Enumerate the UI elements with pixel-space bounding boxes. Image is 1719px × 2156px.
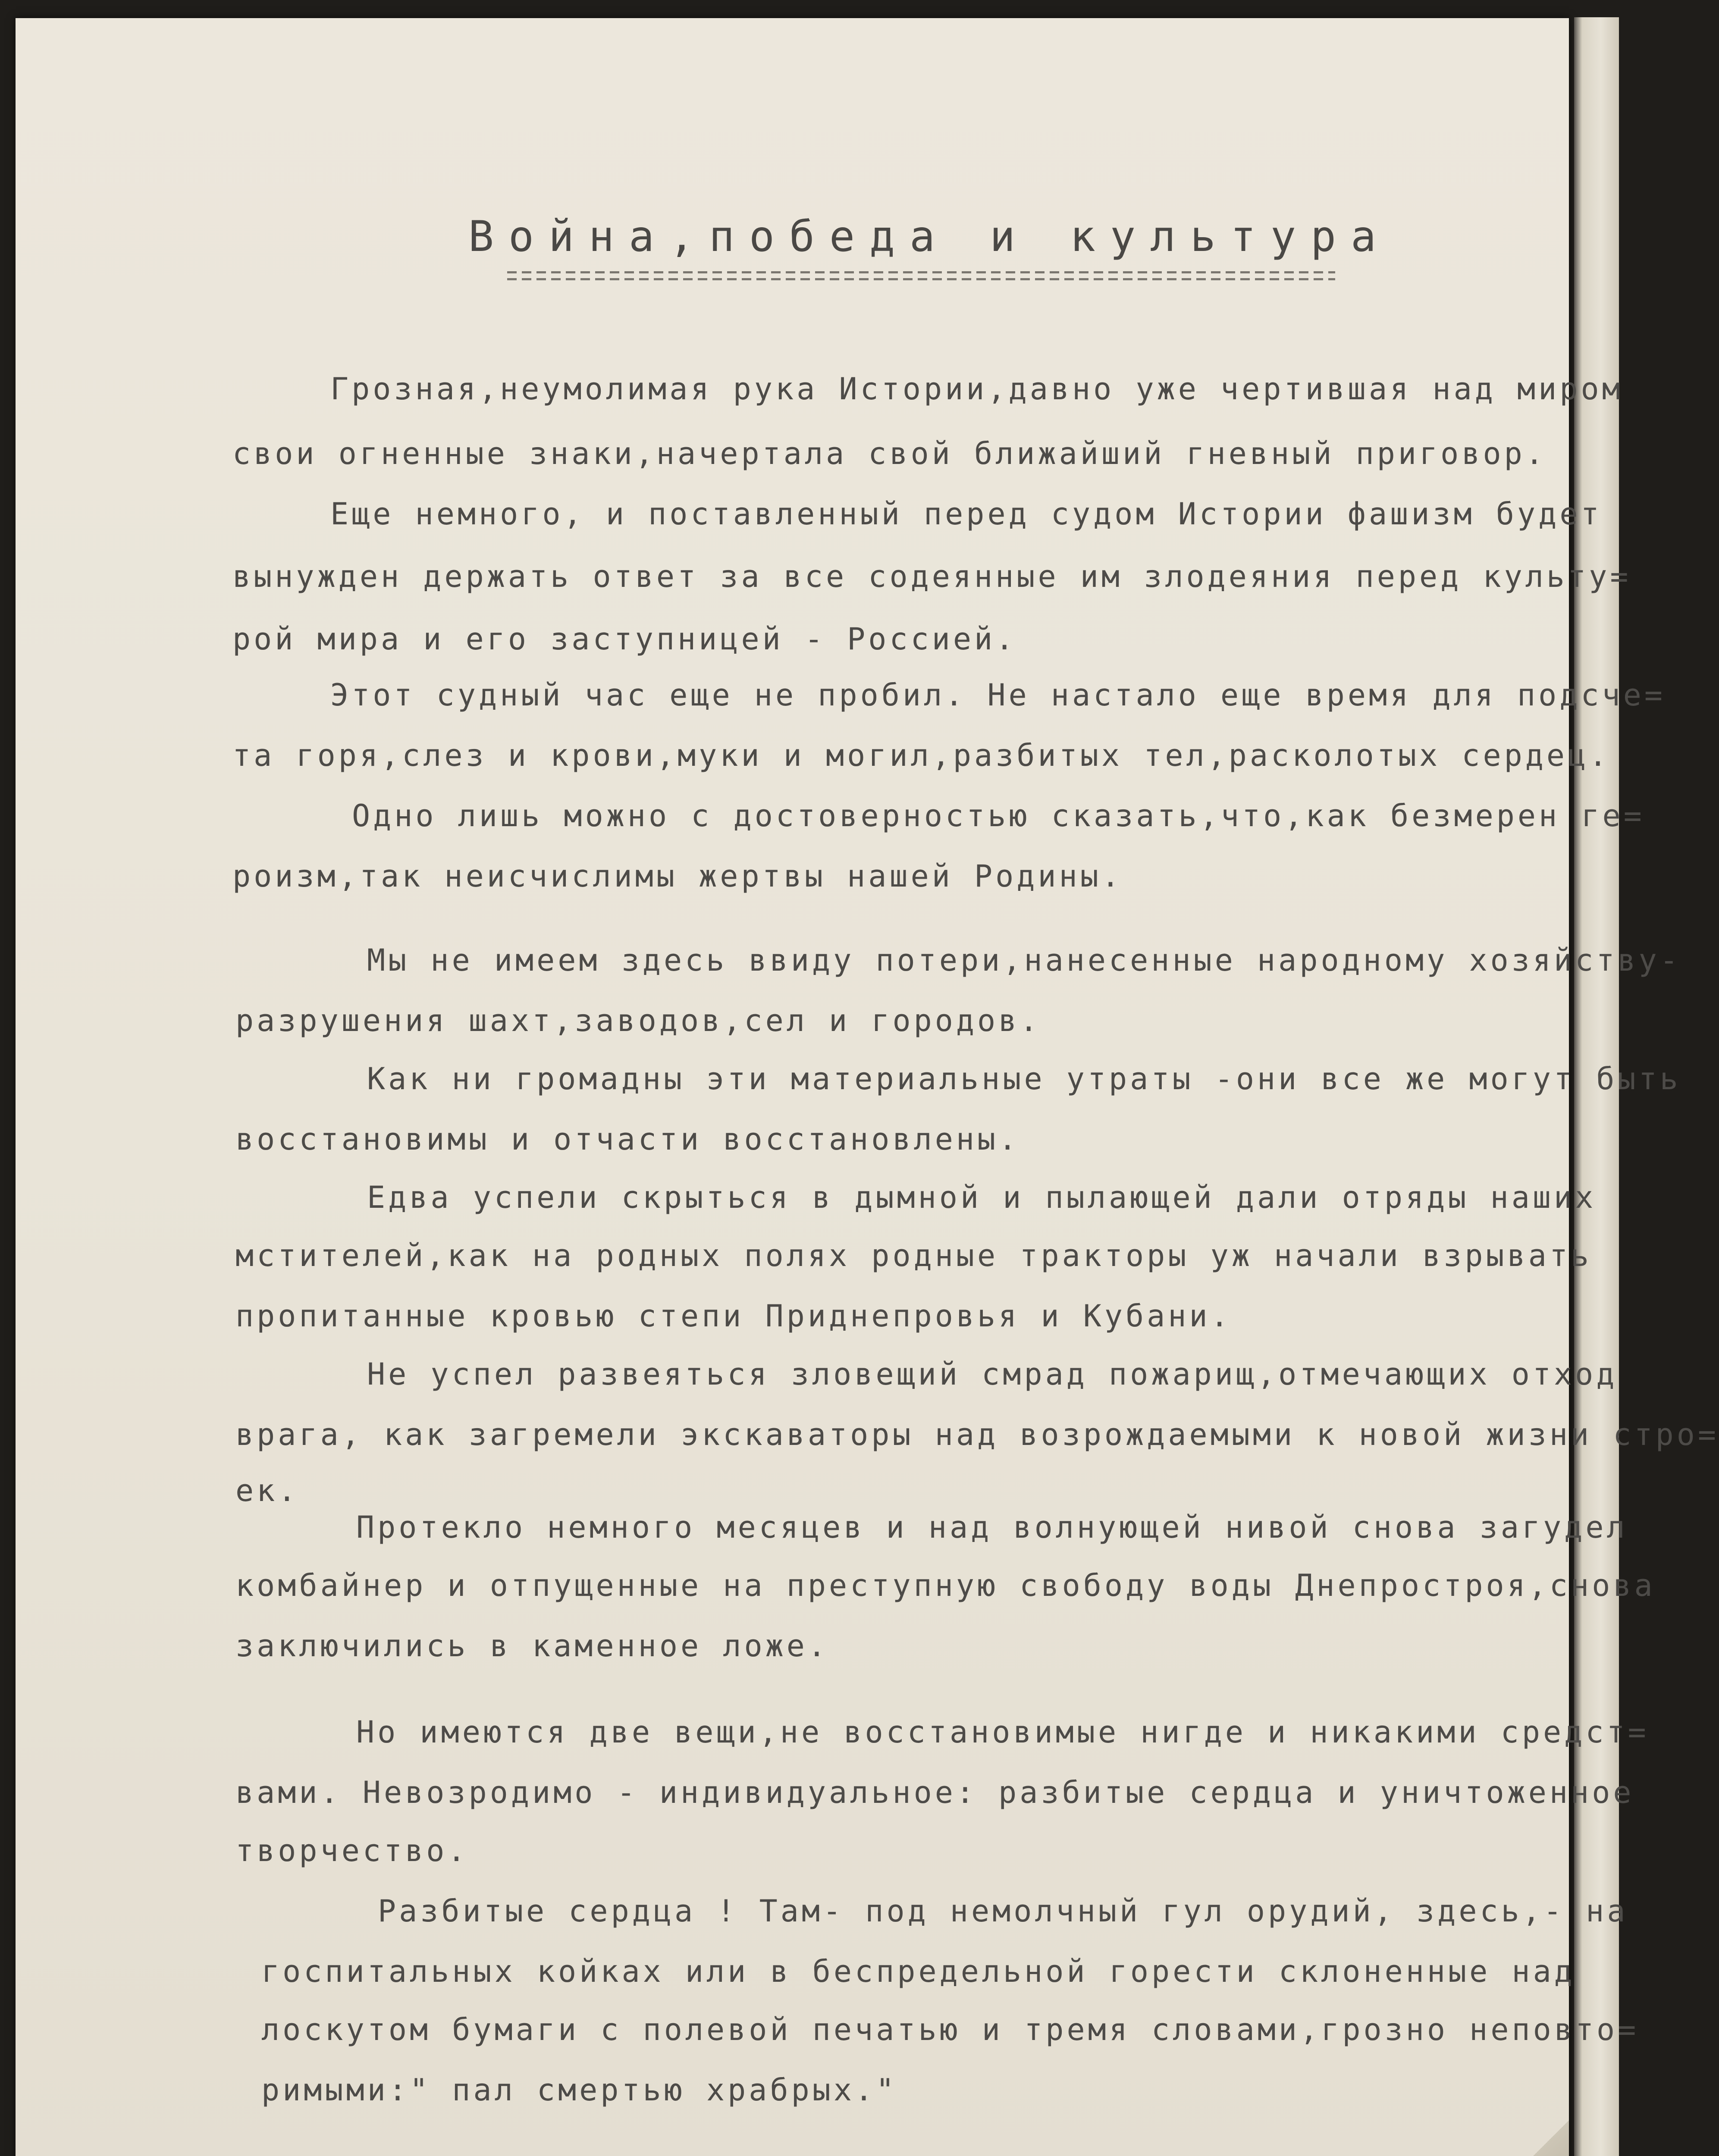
text-line: госпитальных койках или в беспредельной горести склоненные над <box>261 1954 1575 1989</box>
text-line: Грозная,неумолимая рука Истории,давно уже чертившая над миром <box>330 371 1623 407</box>
text-line: восстановимы и отчасти восстановлены. <box>235 1122 1020 1157</box>
text-line: заключились в каменное ложе. <box>235 1628 829 1664</box>
text-line: комбайнер и отпущенные на преступную свободу воды Днепростроя,снова <box>235 1568 1656 1603</box>
text-line: мстителей,как на родных полях родные тракторы уж начали взрывать <box>235 1238 1592 1273</box>
text-line: свои огненные знаки,начертала свой ближайший гневный приговор. <box>232 436 1546 471</box>
title-double-underline <box>507 270 1335 282</box>
text-line: творчество. <box>235 1833 469 1868</box>
page-title: Война,победа и культура <box>468 212 1391 261</box>
text-line: лоскутом бумаги с полевой печатью и тремя словами,грозно неповто= <box>261 2012 1639 2047</box>
text-line: Еще немного, и поставленный перед судом Истории фашизм будет <box>330 496 1602 532</box>
text-line: Одно лишь можно с достоверностью сказать,что,как безмерен ге= <box>352 798 1645 834</box>
text-line: Этот судный час еще не пробил. Не настало еще время для подсче= <box>330 677 1666 713</box>
text-line: Едва успели скрыться в дымной и пылающей дали отряды наших <box>367 1180 1597 1215</box>
text-line: вынужден держать ответ за все содеянные им злодеяния перед культу= <box>232 559 1631 594</box>
text-line: Протекло немного месяцев и над волнующей нивой снова загудел <box>356 1510 1628 1545</box>
text-line: Не успел развеяться зловещий смрад пожарищ,отмечающих отход <box>367 1357 1618 1392</box>
folded-corner <box>1496 2079 1569 2156</box>
text-line: ек. <box>235 1473 299 1508</box>
text-line: вами. Невозродимо - индивидуальное: разбитые сердца и уничтоженное <box>235 1775 1634 1810</box>
text-line: рой мира и его заступницей - Россией. <box>232 621 1017 657</box>
text-line: Разбитые сердца ! Там- под немолчный гул орудий, здесь,- на <box>378 1893 1628 1929</box>
text-line: роизм,так неисчислимы жертвы нашей Родины. <box>232 859 1123 894</box>
typewritten-page <box>16 18 1719 2156</box>
text-line: Мы не имеем здесь ввиду потери,нанесенные народному хозяйству- <box>367 943 1681 978</box>
text-line: та горя,слез и крови,муки и могил,разбитых тел,расколотых сердец. <box>232 738 1610 773</box>
text-line: пропитанные кровью степи Приднепровья и Кубани. <box>235 1298 1232 1334</box>
text-line: Как ни громадны эти материальные утраты -они все же могут быть <box>367 1061 1681 1097</box>
text-line: разрушения шахт,заводов,сел и городов. <box>235 1003 1041 1038</box>
text-line: врага, как загремели экскаваторы над возрождаемыми к новой жизни стро= <box>235 1417 1719 1452</box>
text-line: Но имеются две вещи,не восстановимые нигде и никакими средст= <box>356 1714 1649 1750</box>
text-line: римыми:" пал смертью храбрых." <box>261 2072 897 2108</box>
